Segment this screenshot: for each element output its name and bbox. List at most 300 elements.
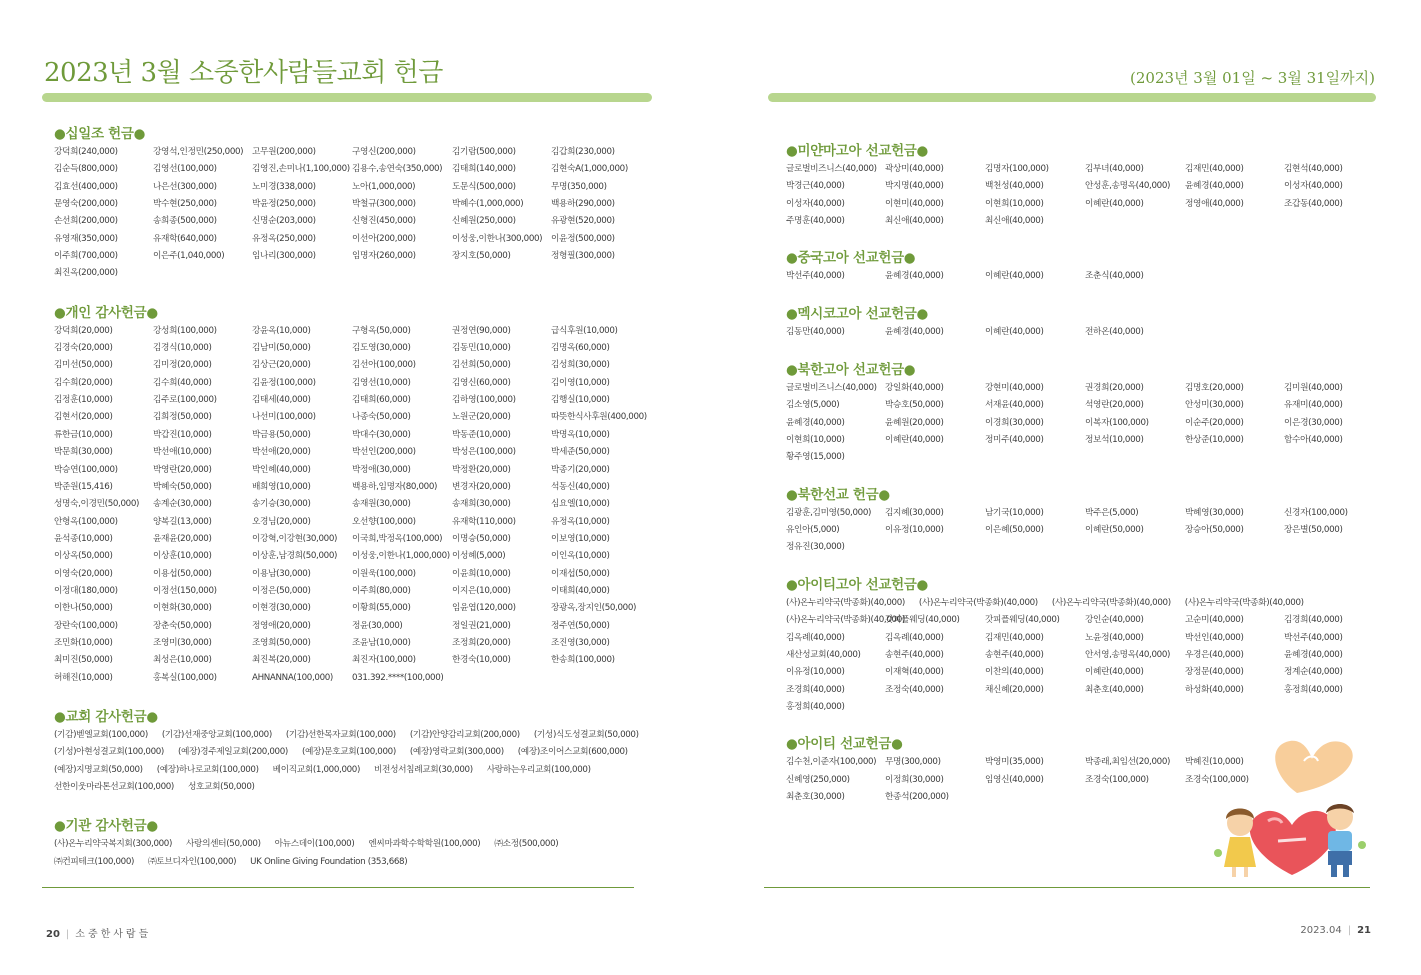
donor-entry: 김수희(40,000) bbox=[153, 377, 212, 388]
donor-entry: 이순주(20,000) bbox=[1185, 417, 1244, 428]
donor-entry: 김희정(50,000) bbox=[153, 412, 212, 423]
donor-entry: 이찬의(40,000) bbox=[985, 667, 1044, 678]
donor-entry: 이혜란(40,000) bbox=[985, 271, 1044, 282]
donor-entry: 김현서(20,000) bbox=[54, 412, 113, 423]
donor-row bbox=[54, 744, 654, 761]
donor-entry: 이복자(100,000) bbox=[1085, 417, 1149, 428]
donor-entry: 고순미(40,000) bbox=[1185, 615, 1244, 626]
donor-entry: (기감)선재중앙교회(100,000) bbox=[161, 729, 272, 740]
donor-entry: 이영숙(20,000) bbox=[54, 568, 113, 579]
section-title: ●북한선교 헌금● bbox=[786, 486, 890, 503]
donor-entry: 고무원(200,000) bbox=[252, 147, 316, 157]
donor-entry: ㈜소정(500,000) bbox=[494, 839, 559, 850]
donor-entry: 박정환(20,000) bbox=[452, 464, 511, 475]
donor-entry: 조경희(40,000) bbox=[786, 684, 845, 695]
donor-entry: 김재민(40,000) bbox=[1185, 164, 1244, 174]
donor-flow bbox=[54, 727, 654, 796]
donor-entry: 장광옥,장지인(50,000) bbox=[551, 603, 637, 614]
donor-entry: 박영미(35,000) bbox=[985, 757, 1044, 768]
donor-entry: 김수천,이준자(100,000) bbox=[786, 757, 877, 768]
donor-entry: 장지호(50,000) bbox=[452, 251, 511, 262]
donor-entry: 채신혜(20,000) bbox=[985, 684, 1044, 695]
donor-entry: 허해진(10,000) bbox=[54, 672, 113, 683]
donor-entry: 나은선(300,000) bbox=[153, 181, 217, 192]
right-section-1 bbox=[786, 248, 1366, 285]
donor-entry: (예장)조이어스교회(600,000) bbox=[517, 747, 628, 758]
donor-entry: 강일화(40,000) bbox=[885, 383, 944, 394]
donor-grid bbox=[786, 612, 1366, 716]
donor-entry: 유정옥(10,000) bbox=[551, 516, 610, 527]
donor-entry: 이인옥(10,000) bbox=[551, 551, 610, 562]
donor-entry: 송현주(40,000) bbox=[885, 649, 944, 660]
donor-entry: 홍정희(40,000) bbox=[786, 701, 845, 712]
donor-entry: 엔씨마과학수학학원(100,000) bbox=[368, 839, 481, 850]
donor-entry: 박금용(50,000) bbox=[252, 429, 311, 440]
section-title: ●중국고아 선교헌금● bbox=[786, 250, 916, 267]
right-section-5 bbox=[786, 575, 1366, 716]
donor-entry: 김하영(100,000) bbox=[452, 395, 516, 406]
donor-entry: 이경희(30,000) bbox=[985, 417, 1044, 428]
donor-entry: 이혜란(50,000) bbox=[1085, 525, 1144, 536]
donor-entry: 박승호(50,000) bbox=[885, 400, 944, 411]
donor-entry: 성명숙,이경민(50,000) bbox=[54, 499, 140, 510]
donor-entry: 윤석종(10,000) bbox=[54, 533, 113, 544]
donor-entry: 구형옥(50,000) bbox=[352, 325, 411, 336]
donor-entry: 이현화(30,000) bbox=[153, 603, 212, 614]
donor-entry: 박수현(250,000) bbox=[153, 199, 217, 210]
donor-entry: 김용수,송연숙(350,000) bbox=[352, 164, 443, 175]
donor-entry: 김순득(800,000) bbox=[54, 164, 118, 175]
donor-entry: 무명(300,000) bbox=[885, 757, 941, 768]
page-title: 2023년 3월 소중한사람들교회 헌금 bbox=[44, 58, 443, 88]
donor-entry: 강인순(40,000) bbox=[1085, 615, 1144, 626]
donor-entry: ㈜토브디자인(100,000) bbox=[148, 856, 237, 867]
donor-entry: 김행실(10,000) bbox=[551, 395, 610, 406]
donor-entry: 조윤남(10,000) bbox=[352, 637, 411, 648]
donor-entry: 김도영(30,000) bbox=[352, 343, 411, 354]
donor-entry: 김수희(20,000) bbox=[54, 377, 113, 388]
donor-entry: 황주영(15,000) bbox=[786, 452, 845, 463]
donor-entry: 나종숙(50,000) bbox=[352, 412, 411, 423]
donor-entry: 양복길(13,000) bbox=[153, 516, 212, 527]
donor-entry: 이재혁(40,000) bbox=[885, 667, 944, 678]
donor-entry: 이은경(30,000) bbox=[1284, 417, 1343, 428]
donor-entry: 홍복실(100,000) bbox=[153, 672, 217, 683]
donor-entry: 강윤옥(10,000) bbox=[252, 325, 311, 336]
donor-entry: 김동만(40,000) bbox=[786, 326, 845, 337]
donor-entry: (예장)지명교회(50,000) bbox=[54, 764, 143, 775]
donor-entry: 김성희(30,000) bbox=[551, 360, 610, 371]
donor-entry: 한종석(200,000) bbox=[885, 791, 949, 802]
donor-entry: 김영선(100,000) bbox=[153, 164, 217, 175]
donor-entry: (기감)벧엘교회(100,000) bbox=[54, 729, 148, 740]
donor-entry: 임영신(40,000) bbox=[985, 774, 1044, 785]
donor-row bbox=[54, 836, 654, 853]
section-title: ●아이티 선교헌금● bbox=[786, 736, 903, 753]
donor-entry: 류한금(10,000) bbox=[54, 429, 113, 440]
donor-entry: 남기국(10,000) bbox=[985, 507, 1044, 518]
donor-entry: 송희종(500,000) bbox=[153, 216, 217, 227]
page-number-right: 21 bbox=[1357, 925, 1371, 936]
donor-entry: 이정은(50,000) bbox=[252, 585, 311, 596]
donor-entry: 임명자(260,000) bbox=[352, 251, 416, 262]
donor-entry: 이현희(10,000) bbox=[786, 435, 845, 446]
donor-entry: 박선애(20,000) bbox=[252, 447, 311, 458]
section-title: ●교회 감사헌금● bbox=[54, 708, 158, 725]
donor-entry: 최성은(10,000) bbox=[153, 655, 212, 666]
donor-entry: (기감)안양감리교회(200,000) bbox=[409, 729, 520, 740]
donor-entry: 우경은(40,000) bbox=[1185, 649, 1244, 660]
donor-entry: 글로벌비즈니스(40,000) bbox=[786, 164, 877, 174]
donor-entry: 박준원(15,416) bbox=[54, 481, 113, 492]
donor-entry: 도문식(500,000) bbox=[452, 181, 516, 192]
donor-entry: (사)온누리약국(박종화)(40,000) bbox=[1184, 597, 1304, 608]
donor-entry: 박세준(50,000) bbox=[551, 447, 610, 458]
donor-entry: 이주희(80,000) bbox=[352, 585, 411, 596]
donor-entry: 강영석,인정민(250,000) bbox=[153, 147, 244, 157]
section-title: ●개인 감사헌금● bbox=[54, 304, 158, 321]
donor-entry: 유재미(40,000) bbox=[1284, 400, 1343, 411]
left-header-bar bbox=[42, 93, 652, 102]
donor-entry: 정미주(40,000) bbox=[985, 435, 1044, 446]
donor-entry: 함수아(40,000) bbox=[1284, 435, 1343, 446]
donor-entry: 사랑의센터(50,000) bbox=[186, 839, 261, 850]
donor-entry: 강현미(40,000) bbox=[985, 383, 1044, 394]
donor-entry: 김주로(100,000) bbox=[153, 395, 217, 406]
donor-entry: 김현석(40,000) bbox=[1284, 164, 1343, 174]
donor-entry: 이은혜(50,000) bbox=[985, 525, 1044, 536]
girl-figure bbox=[1224, 809, 1256, 878]
donor-entry: 윤혜경(40,000) bbox=[1284, 649, 1343, 660]
donor-entry: 윤혜경(40,000) bbox=[885, 326, 944, 337]
donor-entry: 김효선(400,000) bbox=[54, 181, 118, 192]
big-heart bbox=[1250, 811, 1336, 875]
right-section-2 bbox=[786, 304, 1366, 341]
donor-entry: 이윤정(500,000) bbox=[551, 233, 615, 244]
donor-entry: 박혜숙(50,000) bbox=[153, 481, 212, 492]
donor-entry: 손선희(200,000) bbox=[54, 216, 118, 227]
donor-entry: 최미진(50,000) bbox=[54, 655, 113, 666]
donor-entry: AHNANNA(100,000) bbox=[252, 672, 333, 683]
donor-entry: 윤재윤(20,000) bbox=[153, 533, 212, 544]
donor-entry: 나선미(100,000) bbox=[252, 412, 316, 423]
donor-entry: 정영애(20,000) bbox=[252, 620, 311, 631]
donor-entry: 김미선(50,000) bbox=[54, 360, 113, 371]
donor-entry: 김갑희(230,000) bbox=[551, 147, 615, 157]
donor-entry: 이상훈,남경희(50,000) bbox=[252, 551, 338, 562]
donor-entry: (사)온누리약국(박종화)(40,000) bbox=[918, 597, 1038, 608]
donor-entry: 신형진(450,000) bbox=[352, 216, 416, 227]
donor-entry: 윤혜경(40,000) bbox=[1185, 181, 1244, 192]
donor-entry: 정주연(50,000) bbox=[551, 620, 610, 631]
donor-entry: 노미경(338,000) bbox=[252, 181, 316, 192]
right-header-bar bbox=[768, 93, 1376, 102]
donor-entry: 김지혜(30,000) bbox=[885, 507, 944, 518]
donor-entry: 변경자(20,000) bbox=[452, 481, 511, 492]
donor-entry: 백용하(290,000) bbox=[551, 199, 615, 210]
donor-grid bbox=[786, 324, 1366, 341]
donor-entry: 최춘호(40,000) bbox=[1085, 684, 1144, 695]
donor-entry: 박문희(30,000) bbox=[54, 447, 113, 458]
donor-entry: 새산성교회(40,000) bbox=[786, 649, 861, 660]
donor-entry: 이정대(180,000) bbox=[54, 585, 118, 596]
donor-entry: 이재섭(50,000) bbox=[551, 568, 610, 579]
date-range: (2023년 3월 01일 ~ 3월 31일까지) bbox=[1130, 69, 1375, 87]
donor-entry: 김상근(20,000) bbox=[252, 360, 311, 371]
donor-entry: 강덕희(20,000) bbox=[54, 325, 113, 336]
donor-entry: 조정숙(40,000) bbox=[885, 684, 944, 695]
donor-entry: 이혜란(40,000) bbox=[1085, 667, 1144, 678]
donor-entry: 조춘식(40,000) bbox=[1085, 271, 1144, 282]
donor-entry: 김명자(100,000) bbox=[985, 164, 1049, 174]
donor-entry: 장승아(50,000) bbox=[1185, 525, 1244, 536]
donor-entry: 이혜란(40,000) bbox=[885, 435, 944, 446]
donor-entry: 오경님(20,000) bbox=[252, 516, 311, 527]
donor-entry: 김광훈,김미영(50,000) bbox=[786, 507, 872, 518]
page-number-left: 20 bbox=[46, 929, 60, 940]
donor-entry: 유인아(5,000) bbox=[786, 525, 840, 536]
donor-entry: 백천성(40,000) bbox=[985, 181, 1044, 192]
right-bottom-rule bbox=[764, 887, 1370, 888]
donor-entry: ㈜컨피테크(100,000) bbox=[54, 856, 135, 867]
section-title: ●북한고아 선교헌금● bbox=[786, 362, 916, 379]
donor-entry: 박윤정(250,000) bbox=[252, 199, 316, 210]
donor-entry: 조영미(30,000) bbox=[153, 637, 212, 648]
donor-entry: 이선아(200,000) bbox=[352, 233, 416, 244]
right-section-4 bbox=[786, 485, 1366, 557]
donor-entry: 박갑진(10,000) bbox=[153, 429, 212, 440]
donor-entry: (사)온누리약국(박종화)(40,000) bbox=[786, 615, 905, 626]
donor-entry: 이상훈(10,000) bbox=[153, 551, 212, 562]
donor-row bbox=[54, 854, 654, 871]
donor-entry: 송현주(40,000) bbox=[985, 649, 1044, 660]
donor-entry: 김현숙A(1,000,000) bbox=[551, 164, 628, 175]
donor-entry: 송기승(30,000) bbox=[252, 499, 311, 510]
donor-entry: 김태희(140,000) bbox=[452, 164, 516, 175]
donor-grid bbox=[786, 268, 1366, 285]
donor-entry: 박명옥(10,000) bbox=[551, 429, 610, 440]
donor-entry: 김동민(10,000) bbox=[452, 343, 511, 354]
balloon-heart bbox=[1275, 741, 1352, 793]
donor-entry: (예장)경주제일교회(200,000) bbox=[177, 747, 288, 758]
donor-entry: 한송희(100,000) bbox=[551, 655, 615, 666]
donor-entry: 이유정(10,000) bbox=[786, 667, 845, 678]
donor-entry: 이성자(40,000) bbox=[786, 198, 845, 209]
donor-entry: 이성자(40,000) bbox=[1284, 181, 1343, 192]
left-bottom-rule bbox=[42, 887, 634, 888]
donor-entry: 최진옥(200,000) bbox=[54, 268, 118, 279]
donor-entry: (기감)선한목자교회(100,000) bbox=[285, 729, 396, 740]
section-title: ●멕시코고아 선교헌금● bbox=[786, 305, 929, 322]
donor-entry: 이정선(150,000) bbox=[153, 585, 217, 596]
donor-entry: 정보석(10,000) bbox=[1085, 435, 1144, 446]
donor-entry: 김부녀(40,000) bbox=[1085, 164, 1144, 174]
magazine-name: 소중한사람들 bbox=[75, 929, 152, 940]
donor-entry: 이용남(30,000) bbox=[252, 568, 311, 579]
donor-entry: 이성웅,이한나(300,000) bbox=[452, 233, 543, 244]
donor-entry: 송계순(30,000) bbox=[153, 499, 212, 510]
donor-entry: 구영신(200,000) bbox=[352, 147, 416, 157]
donor-entry: 성호교회(50,000) bbox=[187, 782, 255, 792]
donor-entry: 장정문(40,000) bbox=[1185, 667, 1244, 678]
donor-entry: 송재원(30,000) bbox=[352, 499, 411, 510]
donor-entry: 조경숙(100,000) bbox=[1185, 774, 1249, 785]
donor-entry: 노원군(20,000) bbox=[452, 412, 511, 423]
donor-entry: 하성화(40,000) bbox=[1185, 684, 1244, 695]
donor-entry: 이성웅,이한나(1,000,000) bbox=[352, 551, 450, 562]
donor-entry: 심요엘(10,000) bbox=[551, 499, 610, 510]
boy-figure bbox=[1326, 804, 1354, 877]
donor-entry: 오선향(100,000) bbox=[352, 516, 416, 527]
donor-entry: 조정희(20,000) bbox=[452, 637, 511, 648]
donor-entry: 권정연(90,000) bbox=[452, 325, 511, 336]
donor-entry: 김옥례(40,000) bbox=[885, 632, 944, 643]
donor-entry: 장은별(50,000) bbox=[1284, 525, 1343, 536]
section-title: ●기관 감사헌금● bbox=[54, 818, 158, 835]
donor-entry: 이유정(10,000) bbox=[885, 525, 944, 536]
donor-row bbox=[54, 762, 654, 779]
donor-entry: 김소영(5,000) bbox=[786, 400, 840, 411]
donor-entry: 이보영(10,000) bbox=[551, 533, 610, 544]
donor-entry: 유재학(110,000) bbox=[452, 516, 516, 527]
donor-entry: 베이직교회(1,000,000) bbox=[272, 764, 361, 775]
donor-entry: 석동신(40,000) bbox=[551, 481, 610, 492]
donor-entry: 석영란(20,000) bbox=[1085, 400, 1144, 411]
donor-entry: 031.392.****(100,000) bbox=[352, 672, 444, 683]
donor-entry: 박대수(30,000) bbox=[352, 429, 411, 440]
donor-entry: 정계순(40,000) bbox=[1284, 667, 1343, 678]
donor-row bbox=[54, 727, 654, 744]
donor-entry: 백용하,임명자(80,000) bbox=[352, 481, 438, 492]
donor-entry: 이현미(40,000) bbox=[885, 198, 944, 209]
donor-entry: 아뉴스데이(100,000) bbox=[274, 839, 355, 850]
donor-entry: 김경희(40,000) bbox=[1284, 615, 1343, 626]
donor-entry: 조진영(30,000) bbox=[551, 637, 610, 648]
donor-entry: 이은주(1,040,000) bbox=[153, 251, 225, 262]
donor-entry: 이국희,박정옥(100,000) bbox=[352, 533, 443, 544]
donor-entry: 이정희(30,000) bbox=[885, 774, 944, 785]
donor-grid bbox=[54, 144, 654, 283]
donor-entry: 비전성서침례교회(30,000) bbox=[374, 764, 473, 775]
donor-entry: 유영재(350,000) bbox=[54, 233, 118, 244]
donor-entry: 임윤엽(120,000) bbox=[452, 603, 516, 614]
donor-entry: 갓피플웨딩(40,000) bbox=[985, 615, 1060, 626]
donor-entry: 김태세(40,000) bbox=[252, 395, 311, 406]
donor-entry: 급식후원(10,000) bbox=[551, 325, 618, 336]
donor-entry: (사)온누리약국(박종화)(40,000) bbox=[1051, 597, 1171, 608]
right-column bbox=[786, 141, 1366, 806]
donor-row bbox=[786, 595, 1366, 612]
donor-entry: 정형필(300,000) bbox=[551, 251, 615, 262]
donor-entry: 김남미(50,000) bbox=[252, 343, 311, 354]
donor-entry: 갓피플웨딩(40,000) bbox=[885, 615, 960, 626]
donor-entry: 신경자(100,000) bbox=[1284, 507, 1348, 518]
donor-entry: 신명순(203,000) bbox=[252, 216, 316, 227]
donor-entry: 이황희(55,000) bbox=[352, 603, 411, 614]
donor-entry: 박선인(200,000) bbox=[352, 447, 416, 458]
donor-entry: (기성)아현성결교회(100,000) bbox=[54, 747, 164, 758]
donor-entry: 글로벌비즈니스(40,000) bbox=[786, 383, 877, 394]
donor-entry: 김정훈(10,000) bbox=[54, 395, 113, 406]
donor-entry: 박철규(300,000) bbox=[352, 199, 416, 210]
donor-entry: 조민화(10,000) bbox=[54, 637, 113, 648]
donor-entry: 김윤정(100,000) bbox=[252, 377, 316, 388]
donor-entry: 정유진(30,000) bbox=[786, 542, 845, 553]
donor-entry: 박선인(40,000) bbox=[1185, 632, 1244, 643]
donor-entry: 유재학(640,000) bbox=[153, 233, 217, 244]
donor-grid bbox=[786, 505, 1366, 557]
donor-entry: 박선주(40,000) bbox=[1284, 632, 1343, 643]
donor-entry: 박혜진(10,000) bbox=[1185, 757, 1244, 768]
donor-entry: 이혜란(40,000) bbox=[1085, 198, 1144, 209]
donor-entry: 최신애(40,000) bbox=[885, 216, 944, 227]
donor-entry: 박승연(100,000) bbox=[54, 464, 118, 475]
left-section-0 bbox=[54, 124, 654, 283]
donor-entry: 박지명(40,000) bbox=[885, 181, 944, 192]
right-section-3 bbox=[786, 360, 1366, 467]
donor-entry: 서재윤(40,000) bbox=[985, 400, 1044, 411]
donor-entry: 따뜻한식사후원(400,000) bbox=[551, 412, 647, 423]
donor-entry: 김선희(50,000) bbox=[452, 360, 511, 371]
donor-entry: 김옥례(40,000) bbox=[786, 632, 845, 643]
donor-entry: 무명(350,000) bbox=[551, 181, 607, 192]
donor-entry: 곽상미(40,000) bbox=[885, 164, 944, 174]
section-title: ●십일조 헌금● bbox=[54, 126, 146, 142]
donor-entry: 최진자(100,000) bbox=[352, 655, 416, 666]
donor-entry: 김경식(10,000) bbox=[153, 343, 212, 354]
issue-date: 2023.04 bbox=[1300, 925, 1342, 936]
donor-entry: 유광현(520,000) bbox=[551, 216, 615, 227]
donor-entry: 김영선(10,000) bbox=[352, 377, 411, 388]
donor-entry: 배희영(10,000) bbox=[252, 481, 311, 492]
donor-flow bbox=[786, 595, 1366, 612]
donor-entry: 최춘호(30,000) bbox=[786, 791, 845, 802]
donor-entry: 김태희(60,000) bbox=[352, 395, 411, 406]
donor-entry: 노아(1,000,000) bbox=[352, 181, 416, 192]
donor-entry: 이현희(10,000) bbox=[985, 198, 1044, 209]
donor-entry: 박인혜(40,000) bbox=[252, 464, 311, 475]
donor-entry: 이명승(50,000) bbox=[452, 533, 511, 544]
donor-entry: (사)온누리약국(박종화)(40,000) bbox=[786, 597, 905, 608]
donor-entry: 김영신(60,000) bbox=[452, 377, 511, 388]
donor-row bbox=[54, 779, 654, 796]
donor-entry: 박종기(20,000) bbox=[551, 464, 610, 475]
donor-entry: 이한나(50,000) bbox=[54, 603, 113, 614]
left-column bbox=[54, 124, 654, 871]
donor-entry: 정일권(21,000) bbox=[452, 620, 511, 631]
footer-right: 2023.04 | 21 bbox=[1300, 925, 1371, 936]
donor-entry: UK Online Giving Foundation (353,668) bbox=[250, 856, 408, 867]
donor-entry: 윤혜경(40,000) bbox=[885, 271, 944, 282]
donor-grid bbox=[54, 323, 654, 687]
donor-entry: 박동준(10,000) bbox=[452, 429, 511, 440]
donor-entry: 최진복(20,000) bbox=[252, 655, 311, 666]
donor-entry: 윤혜원(20,000) bbox=[885, 417, 944, 428]
right-section-0 bbox=[786, 141, 1366, 230]
donor-entry: 한경숙(10,000) bbox=[452, 655, 511, 666]
donor-entry: 신혜영(250,000) bbox=[786, 774, 850, 785]
donor-entry: 장춘숙(50,000) bbox=[153, 620, 212, 631]
donor-entry: 강덕희(240,000) bbox=[54, 147, 118, 157]
donor-entry: 안성훈,송명옥(40,000) bbox=[1085, 181, 1171, 192]
donor-entry: 김선아(100,000) bbox=[352, 360, 416, 371]
donor-entry: 박종래,최임선(20,000) bbox=[1085, 757, 1171, 768]
donor-entry: (사)온누리약국복지회(300,000) bbox=[54, 839, 173, 850]
donor-grid bbox=[786, 380, 1366, 467]
donor-entry: 박성은(100,000) bbox=[452, 447, 516, 458]
donor-entry: 김기람(500,000) bbox=[452, 147, 516, 157]
donor-entry: 정영애(40,000) bbox=[1185, 198, 1244, 209]
